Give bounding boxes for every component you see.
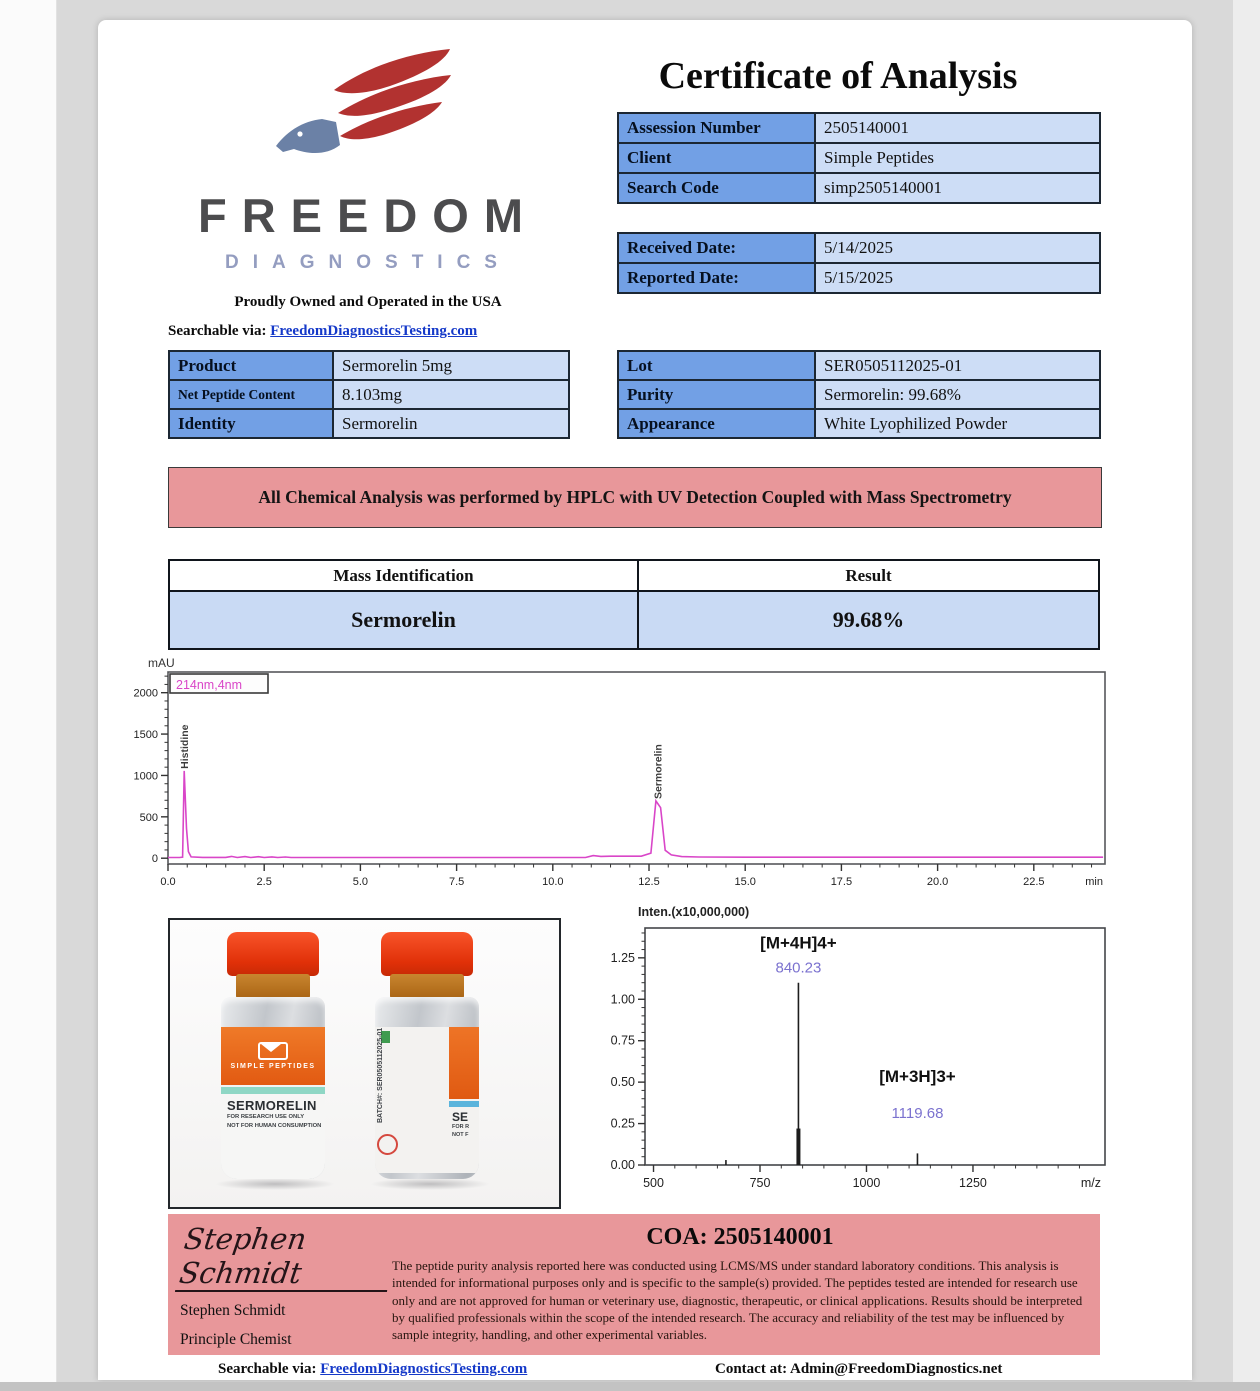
svg-text:1000: 1000 bbox=[133, 770, 158, 783]
signer-title: Principle Chemist bbox=[180, 1331, 292, 1348]
svg-text:7.5: 7.5 bbox=[448, 876, 465, 888]
svg-text:22.5: 22.5 bbox=[1023, 876, 1045, 888]
vial-crimp bbox=[390, 974, 464, 999]
svg-text:0.00: 0.00 bbox=[610, 1158, 635, 1172]
label-wrap-edge bbox=[449, 1027, 479, 1173]
svg-text:[M+4H]4+: [M+4H]4+ bbox=[760, 933, 837, 953]
row-label: Search Code bbox=[618, 173, 815, 203]
row-value: simp2505140001 bbox=[815, 173, 1100, 203]
brand-name: FREEDOM bbox=[198, 189, 538, 242]
table-row bbox=[169, 409, 569, 438]
photo-margin-right bbox=[1233, 0, 1260, 1391]
brand-tagline: Proudly Owned and Operated in the USA bbox=[234, 294, 502, 310]
svg-text:214nm,4nm: 214nm,4nm bbox=[176, 678, 243, 692]
vial-back-label bbox=[375, 1027, 479, 1173]
mass-id-value: Sermorelin bbox=[169, 591, 638, 649]
product-table bbox=[168, 350, 570, 439]
row-label: Product bbox=[169, 351, 333, 380]
vial-batch-text: BATCH#: SER0505112025-01 bbox=[377, 1027, 384, 1123]
row-label: Purity bbox=[618, 380, 815, 409]
table-header-row bbox=[169, 560, 1099, 591]
svg-text:2000: 2000 bbox=[133, 687, 158, 700]
svg-text:Inten.(x10,000,000): Inten.(x10,000,000) bbox=[638, 905, 750, 919]
result-value: 99.68% bbox=[638, 591, 1099, 649]
row-label: Identity bbox=[169, 409, 333, 438]
table-row bbox=[618, 409, 1100, 438]
round-logo-icon bbox=[377, 1134, 398, 1155]
row-value: Simple Peptides bbox=[815, 143, 1100, 173]
footer-search-link[interactable]: FreedomDiagnosticsTesting.com bbox=[320, 1361, 528, 1377]
table-row bbox=[169, 591, 1099, 649]
row-value: Sermorelin: 99.68% bbox=[815, 380, 1100, 409]
svg-text:1.25: 1.25 bbox=[610, 950, 635, 965]
svg-text:Histidine: Histidine bbox=[179, 724, 192, 769]
mass-spectrum-chart bbox=[598, 900, 1118, 1210]
svg-text:1.00: 1.00 bbox=[610, 992, 635, 1007]
svg-text:Sermorelin: Sermorelin bbox=[652, 744, 665, 800]
vial-cap bbox=[381, 932, 473, 976]
brand-subtitle: DIAGNOSTICS bbox=[225, 252, 511, 273]
row-value: Sermorelin 5mg bbox=[333, 351, 569, 380]
row-value: 5/14/2025 bbox=[815, 233, 1100, 263]
row-value: 5/15/2025 bbox=[815, 263, 1100, 293]
svg-text:1250: 1250 bbox=[959, 1176, 987, 1190]
lot-table bbox=[617, 350, 1101, 439]
certificate-page bbox=[98, 20, 1192, 1380]
disclaimer-text: The peptide purity analysis reported here was conducted using LCMS/MS under standard laboratory conditions. This analysis is intended for informational purposes only and is specific to the sample(s) provided. The peptides tested are intended for research use only and are not approved for human or veterinary use, diagnostic, therapeutic, or clinical applications. Results should be interpreted by qualified professionals within the scope of the intended research. The accuracy and reliability of the test may be influenced by sample integrity, handling, and other experimental variables. bbox=[392, 1258, 1083, 1343]
wrapped-tiny-text: FOR R bbox=[452, 1124, 470, 1130]
svg-text:20.0: 20.0 bbox=[926, 876, 949, 888]
svg-text:500: 500 bbox=[643, 1176, 664, 1190]
svg-text:750: 750 bbox=[749, 1176, 771, 1190]
page-title: Certificate of Analysis bbox=[658, 55, 1018, 97]
vial-body bbox=[221, 997, 325, 1179]
wrapped-tiny-text: NOT F bbox=[452, 1131, 469, 1138]
coa-number-heading: COA: 2505140001 bbox=[646, 1224, 834, 1250]
table-row bbox=[618, 351, 1100, 380]
svg-text:0.75: 0.75 bbox=[610, 1033, 635, 1048]
svg-text:min: min bbox=[1085, 876, 1103, 888]
dates-table bbox=[617, 232, 1101, 294]
table-row bbox=[618, 143, 1100, 173]
svg-text:12.5: 12.5 bbox=[638, 876, 660, 888]
row-value: 2505140001 bbox=[815, 113, 1100, 143]
footer-contact: Contact at: Admin@FreedomDiagnostics.net bbox=[715, 1361, 1003, 1377]
svg-text:1500: 1500 bbox=[133, 729, 158, 742]
row-label: Assession Number bbox=[618, 113, 815, 143]
row-label: Received Date: bbox=[618, 233, 815, 263]
svg-text:10.0: 10.0 bbox=[542, 876, 564, 888]
row-value: Sermorelin bbox=[333, 409, 569, 438]
vial-front bbox=[218, 932, 328, 1179]
svg-text:0.50: 0.50 bbox=[610, 1075, 635, 1090]
svg-text:0.25: 0.25 bbox=[610, 1116, 635, 1131]
table-row bbox=[618, 173, 1100, 203]
svg-text:mAU: mAU bbox=[148, 656, 175, 670]
column-header: Result bbox=[638, 560, 1099, 591]
table-row bbox=[618, 233, 1100, 263]
accession-table bbox=[617, 112, 1101, 204]
vial-product-name: SERMORELIN bbox=[227, 1098, 317, 1113]
table-row bbox=[169, 380, 569, 409]
row-label: Lot bbox=[618, 351, 815, 380]
chemist-signature: Stephen Schmidt bbox=[175, 1220, 397, 1292]
mass-identification-table bbox=[168, 559, 1100, 650]
row-value: White Lyophilized Powder bbox=[815, 409, 1100, 438]
svg-text:0.0: 0.0 bbox=[160, 876, 176, 888]
vial-body bbox=[375, 997, 479, 1179]
row-value: 8.103mg bbox=[333, 380, 569, 409]
vial-brand-text: SIMPLE PEPTIDES bbox=[230, 1063, 316, 1070]
vial-cap bbox=[227, 932, 319, 976]
vial-crimp bbox=[236, 974, 310, 999]
searchable-prefix: Searchable via: bbox=[168, 323, 267, 339]
svg-text:0: 0 bbox=[151, 853, 158, 866]
table-row bbox=[618, 380, 1100, 409]
vial-warning-line2: NOT FOR HUMAN CONSUMPTION bbox=[227, 1122, 322, 1129]
svg-text:1119.68: 1119.68 bbox=[891, 1104, 944, 1122]
footer-search-prefix: Searchable via: bbox=[218, 1361, 317, 1377]
analysis-method-banner: All Chemical Analysis was performed by HPLC with UV Detection Coupled with Mass Spectrometry bbox=[168, 467, 1102, 528]
signature-block bbox=[168, 1214, 1100, 1355]
row-label: Net Peptide Content bbox=[169, 380, 333, 409]
vial-warning-line1: FOR RESEARCH USE ONLY bbox=[227, 1114, 305, 1120]
svg-text:1000: 1000 bbox=[852, 1176, 881, 1190]
svg-text:17.5: 17.5 bbox=[830, 876, 853, 888]
vial-front-label bbox=[221, 1027, 325, 1173]
photo-margin-left bbox=[0, 0, 57, 1391]
row-label: Client bbox=[618, 143, 815, 173]
svg-text:5.0: 5.0 bbox=[352, 876, 369, 888]
svg-text:[M+3H]3+: [M+3H]3+ bbox=[879, 1067, 956, 1087]
svg-text:2.5: 2.5 bbox=[256, 876, 272, 888]
product-vials-photo bbox=[168, 918, 561, 1209]
vial-back bbox=[372, 932, 482, 1179]
row-value: SER0505112025-01 bbox=[815, 351, 1100, 380]
searchable-line bbox=[168, 323, 477, 340]
svg-text:15.0: 15.0 bbox=[734, 876, 756, 888]
photo-edge-bottom bbox=[0, 1382, 1260, 1391]
signer-name: Stephen Schmidt bbox=[180, 1302, 286, 1319]
row-label: Reported Date: bbox=[618, 263, 815, 293]
table-row bbox=[618, 113, 1100, 143]
wrapped-product-text: SE bbox=[452, 1110, 469, 1124]
svg-text:500: 500 bbox=[139, 811, 158, 824]
footer-search-line bbox=[218, 1361, 527, 1378]
row-label: Appearance bbox=[618, 409, 815, 438]
svg-text:840.23: 840.23 bbox=[775, 959, 822, 977]
column-header: Mass Identification bbox=[169, 560, 638, 591]
searchable-link[interactable]: FreedomDiagnosticsTesting.com bbox=[270, 323, 478, 339]
table-row bbox=[169, 351, 569, 380]
simple-peptides-logo-icon bbox=[258, 1042, 288, 1060]
svg-text:m/z: m/z bbox=[1080, 1176, 1101, 1190]
table-row bbox=[618, 263, 1100, 293]
eagle-logo-icon bbox=[270, 48, 470, 178]
hplc-chromatogram-chart bbox=[128, 655, 1118, 905]
